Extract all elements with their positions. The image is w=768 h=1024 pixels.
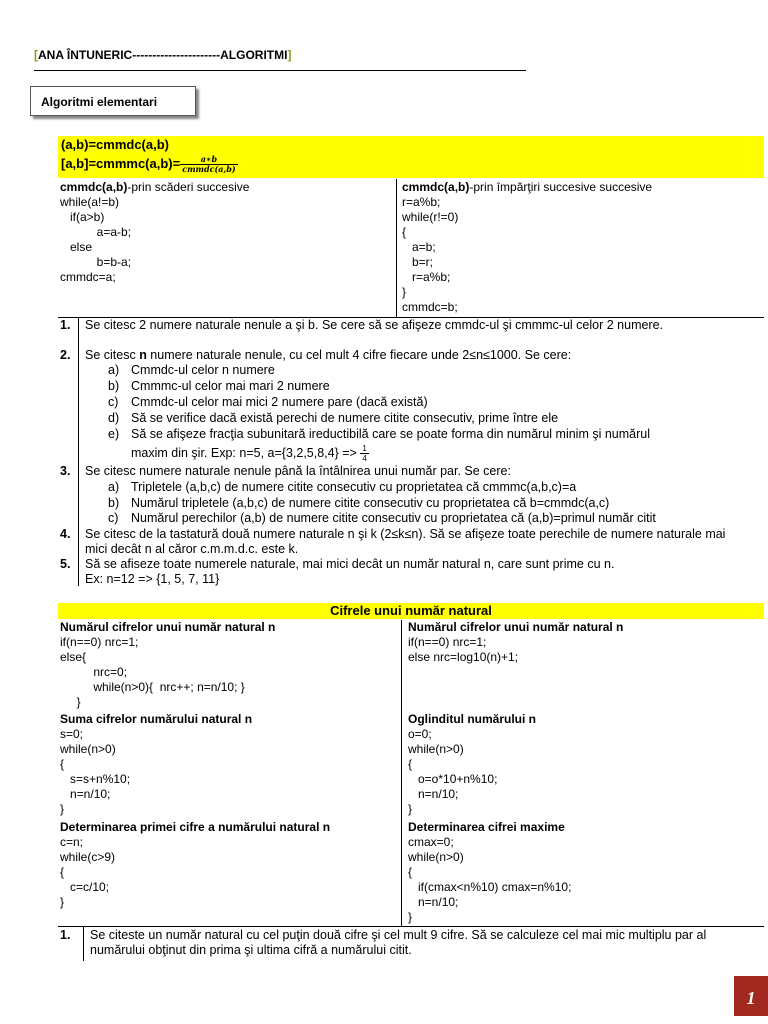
p2-b-label: b) [108, 379, 120, 393]
gcd-div-code: r=a%b; while(r!=0) { a=b; b=r; r=a%b; } cmmdc=b; [402, 195, 459, 314]
column-divider [396, 179, 397, 317]
p2-e-example: maxim din şir. Exp: n=5, a={3,2,5,8,4} => [131, 445, 357, 460]
nrc2-code: if(n==0) nrc=1; else nrc=log10(n)+1; [408, 635, 519, 664]
oglindit-title: Oglinditul numărului n [408, 712, 536, 726]
formula-gcd: (a,b)=cmmdc(a,b) [61, 137, 169, 152]
last-problem-bar [83, 927, 84, 961]
header-bracket-close: ] [287, 48, 292, 62]
problem-4-text: Se citesc de la tastatură două numere naturale n şi k (2≤k≤n). Să se afişeze toate perechile de numere naturale mai mici decât n al căror c.m.m.d.c. este k. [85, 527, 726, 556]
oglindit-code: o=0; while(n>0) { o=o*10+n%10; n=n/10; } [408, 727, 498, 816]
fraction-numerator: a∗b [200, 154, 218, 164]
p2-e-frac-num: 1 [362, 444, 367, 453]
page-header [34, 48, 291, 62]
p2-c-label: c) [108, 395, 119, 409]
cifre-section-title: Cifrele unui număr natural [58, 603, 764, 619]
gcd-sub-title [60, 180, 249, 195]
oglindit-block [408, 712, 536, 817]
p3-b-text: Numărul tripletele (a,b,c) de numere citite consecutiv cu proprietatea că b=cmmdc(a,c) [131, 496, 610, 510]
header-rule [34, 70, 526, 71]
gcd-div-title-bold: cmmdc(a,b) [402, 180, 470, 194]
suma-block [60, 712, 252, 817]
problem-5-number: 5. [60, 557, 71, 571]
p2-c-text: Cmmdc-ul celor mai mici 2 numere pare (dacă există) [131, 395, 428, 409]
gcd-div-title-rest: -prin împărţiri succesive succesive [469, 180, 653, 194]
cifre-column-divider [401, 620, 402, 926]
prima-code: c=n; while(c>9) { c=c/10; } [60, 835, 116, 909]
nrc-block-2 [408, 620, 623, 665]
problem-2-text [85, 348, 571, 363]
p2-a-text: Cmmdc-ul celor n numere [131, 363, 275, 377]
problem-list-bar [78, 318, 79, 586]
fraction-denominator: cmmdc(a,b) [182, 164, 236, 174]
gcd-div-title [402, 180, 652, 195]
last-problem-text: Se citeste un număr natural cu cel puţin două cifre şi cel mult 9 cifre. Să se calculeze cel mai mic multiplu par al numărului obţinut din prima şi ultima cifră a numărului citit. [90, 928, 707, 957]
p2-pre: Se citesc [85, 348, 140, 362]
p3-c-text: Numărul perechilor (a,b) de numere citite consecutiv cu proprietatea că (a,b)=primul număr citit [131, 511, 656, 525]
suma-title: Suma cifrelor numărului natural n [60, 712, 253, 726]
header-bracket-open: [ [34, 48, 38, 62]
formula-box [58, 136, 764, 178]
p3-b-label: b) [108, 496, 120, 510]
problem-5-text: Să se afiseze toate numerele naturale, mai mici decât un număr natural n, care sunt prime cu n. [85, 557, 615, 571]
section-title-box [30, 86, 196, 116]
p2-e-text: Să se afişeze fracţia subunitară ireductibilă care se poate forma din numărul minim şi numărul [131, 427, 650, 441]
page-number: 1 [734, 976, 768, 1016]
p2-d-label: d) [108, 411, 120, 425]
p2-e-label: e) [108, 427, 120, 441]
prima-cifra-block [60, 820, 330, 910]
nrc1-code: if(n==0) nrc=1; else{ nrc=0; while(n>0){ nrc++; n=n/10; } } [60, 635, 245, 709]
gcd-division-block [402, 180, 652, 315]
p2-bold: n [139, 348, 147, 362]
formula-lcm [61, 155, 238, 174]
gcd-sub-title-rest: -prin scăderi succesive [127, 180, 250, 194]
problem-4-number: 4. [60, 527, 71, 541]
p3-a-text: Tripletele (a,b,c) de numere citite consecutiv cu proprietatea că cmmmc(a,b,c)=a [131, 480, 577, 494]
header-topic: ALGORITMI [220, 48, 288, 62]
p3-c-label: c) [108, 511, 119, 525]
formula-lcm-text: [a,b]=cmmmc(a,b)= [61, 155, 181, 171]
header-dashes: ---------------------- [132, 48, 221, 62]
cifre-table-rule [58, 926, 764, 927]
p2-e-fraction [360, 444, 368, 463]
problem-3-text: Se citesc numere naturale nenule până la întâlnirea unui număr par. Se cere: [85, 464, 511, 478]
p2-e-frac-den: 4 [362, 454, 367, 463]
cmax-title: Determinarea cifrei maxime [408, 820, 565, 834]
gcd-sub-code: while(a!=b) if(a>b) a=a-b; else b=b-a; cmmdc=a; [60, 195, 132, 284]
cmax-code: cmax=0; while(n>0) { if(cmax<n%10) cmax=n%10; n=n/10; } [408, 835, 572, 924]
last-problem-number: 1. [60, 928, 71, 942]
problem-5-example: Ex: n=12 => {1, 5, 7, 11} [85, 572, 220, 586]
prima-title: Determinarea primei cifre a numărului natural n [60, 820, 331, 834]
p3-a-label: a) [108, 480, 120, 494]
section-title: Algoritmi elementari [41, 95, 158, 109]
header-author: ANA ÎNTUNERIC [38, 48, 133, 62]
p2-post: numere naturale nenule, cu cel mult 4 cifre fiecare unde 2≤n≤1000. Se cere: [146, 348, 572, 362]
p2-b-text: Cmmmc-ul celor mai mari 2 numere [131, 379, 330, 393]
problem-1-text: Se citesc 2 numere naturale nenule a şi b. Se cere să se afişeze cmmdc-ul şi cmmmc-ul celor 2 numere. [85, 318, 664, 332]
gcd-sub-title-bold: cmmdc(a,b) [60, 180, 128, 194]
problem-3-number: 3. [60, 464, 71, 478]
suma-code: s=0; while(n>0) { s=s+n%10; n=n/10; } [60, 727, 131, 816]
p2-e-text2 [131, 444, 369, 463]
nrc1-title: Numărul cifrelor unui număr natural n [60, 620, 276, 634]
cifra-maxima-block [408, 820, 571, 925]
nrc2-title: Numărul cifrelor unui număr natural n [408, 620, 624, 634]
p2-d-text: Să se verifice dacă există perechi de numere citite consecutiv, prime între ele [131, 411, 559, 425]
problem-2-number: 2. [60, 348, 71, 362]
p2-a-label: a) [108, 363, 120, 377]
problem-1-number: 1. [60, 318, 71, 332]
nrc-block-1 [60, 620, 275, 710]
formula-fraction [180, 155, 237, 174]
gcd-subtraction-block [60, 180, 249, 285]
